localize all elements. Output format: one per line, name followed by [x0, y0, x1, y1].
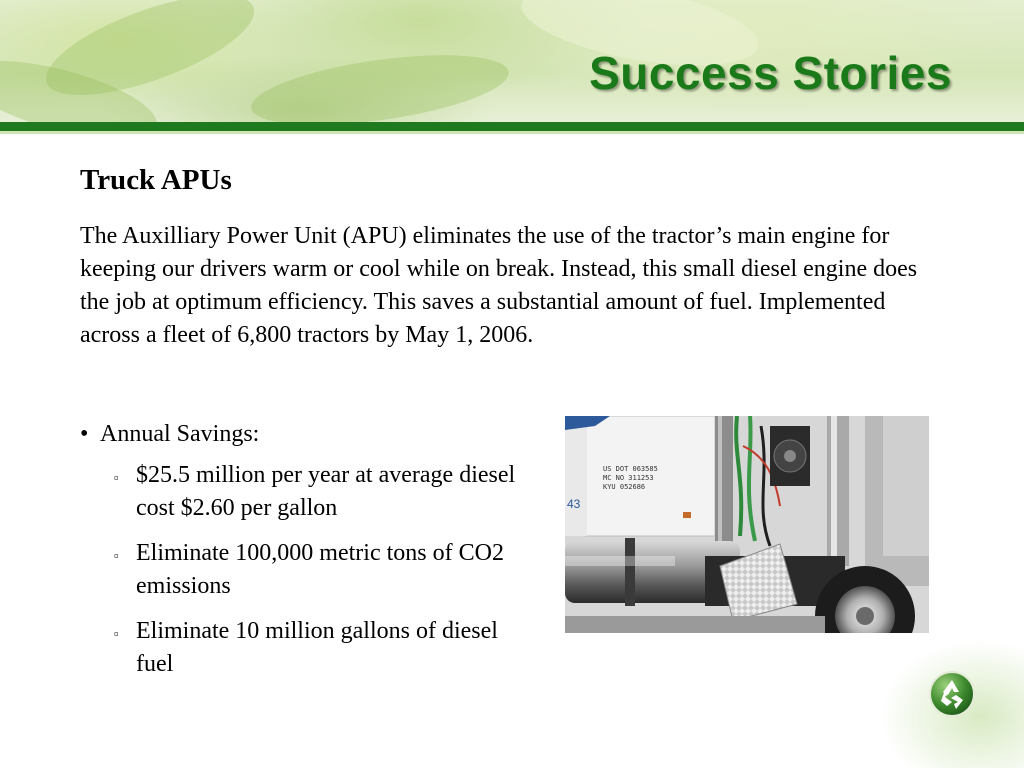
- subheading: Truck APUs: [80, 164, 232, 196]
- intro-paragraph: The Auxilliary Power Unit (APU) eliminates the use of the tractor’s main engine for keeping our drivers warm or cool while on break. Instead, this small diesel engine does the job at optimum efficiency. This saves a substantial amount of fuel. Implemented across a fleet of 6,800 tractors by May 1, 2006.: [80, 223, 918, 348]
- bullet-marker: •: [80, 421, 89, 447]
- header-rule: [0, 122, 1024, 131]
- square-bullet-icon: ▫: [114, 626, 119, 641]
- header-rule-highlight: [0, 131, 1024, 134]
- sub-bullet-item: [80, 615, 540, 681]
- header-banner: [0, 0, 1024, 124]
- truck-door-text: US DOT 063585: [603, 465, 658, 473]
- sub-bullet-item: [80, 537, 540, 603]
- sub-bullet-text: $25.5 million per year at average diesel cost $2.60 per gallon: [136, 462, 516, 521]
- truck-door-text: KYU 052686: [603, 483, 646, 491]
- sub-bullet-text: Eliminate 100,000 metric tons of CO2 emissions: [136, 540, 504, 599]
- recycle-globe-icon: [928, 670, 976, 718]
- square-bullet-icon: ▫: [114, 470, 119, 485]
- square-bullet-icon: ▫: [114, 548, 119, 563]
- sub-bullet-item: [80, 459, 540, 525]
- truck-door-text: MC NO 311253: [603, 474, 654, 482]
- slide-title: Success Stories: [589, 47, 952, 99]
- bullet-item: [80, 418, 540, 681]
- bullet-text: Annual Savings:: [100, 421, 260, 447]
- leaf-decoration: [247, 42, 513, 124]
- sub-bullet-text: Eliminate 10 million gallons of diesel fuel: [136, 618, 498, 677]
- savings-list: [80, 418, 540, 693]
- sub-bullet-list: [80, 459, 540, 681]
- truck-apu-photo: [565, 416, 929, 633]
- truck-number: 43: [567, 497, 581, 511]
